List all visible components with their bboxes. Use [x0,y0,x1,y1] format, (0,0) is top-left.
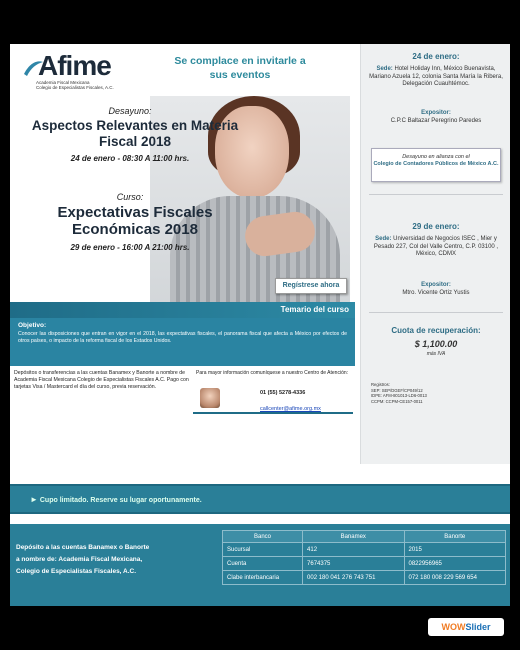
alliance-box: Desayuno en alianza con el Colegio de Contadores Públicos de México A.C. [371,148,501,182]
speaker2: Expositor: Mtro. Vicente Ortiz Yustis [402,282,470,296]
logo-wordmark: Afime [38,50,111,81]
breakfast-label: Desayuno: [108,106,152,116]
limited-seats-text: ► Cupo limitado. Reserve su lugar oportunamente. [30,495,202,504]
temario-label: Temario del curso [280,305,349,314]
event-flyer [10,44,510,606]
quota-value: $ 1,100.00 [414,339,458,349]
event-details-column [360,44,510,464]
temario-bar[interactable] [10,302,355,318]
breakfast-title: Aspectos Relevantes en Materia Fiscal 2018 [31,118,239,149]
quota-block [361,326,510,357]
speaker1: Expositor: C.P.C Baltazar Peregrino Paredes [390,110,482,124]
contact-email-link[interactable]: callcenter@afime.org.mx [260,406,321,412]
objective-heading: Objetivo: [18,322,47,329]
contact-phone: 01 (55) 5278-4336 [260,390,306,396]
quota-label: Cuota de recuperación: [391,326,481,335]
call-center-avatar [200,388,220,408]
quota-note: más IVA [426,351,446,357]
course-date: 29 de enero - 16:00 A 21:00 hrs. [70,243,190,252]
registros: Registros: SEP: SEP/DGEF/CP049/12 IDPE: AFM-801013-LD6-0013 CCPM: CCPM-CE157-0011 [371,382,427,404]
bank-note: Depósito a las cuentas Banamex o Banorte a nombre de: Academia Fiscal Mexicana, Colegio de Especialistas Fiscales, A.C. [16,544,150,575]
register-button[interactable]: Regístrese ahora [275,278,347,294]
objective-panel [10,318,355,366]
table-header-row: Banco Banamex Banorte [223,531,506,543]
bank-table [222,530,506,585]
logo-subtitle: Academia Fiscal Mexicana Colegio de Especialistas Fiscales, A.C. [36,80,114,90]
bank-info [10,524,510,606]
table-row: Clabe interbancaria 002 180 041 276 743 751 072 180 008 229 569 654 [223,571,506,585]
deposits-note: Depósitos o transferencias a las cuentas Banamex y Banorte a nombre de Academia Fiscal Mexicana Colegio de Especialistas Fiscales A.C. Pago con tarjetas Visa / Mastercard el día del curso, previa reservación. [14,370,189,390]
invite-text: Se complace en invitarle a sus eventos [174,55,306,81]
objective-text: Conocer las disposiciones que entran en vigor en el 2018, las expectativas fiscales, el panorama fiscal que afecta a México por efectos de otros países, o impacto de la reforma fiscal de los Estados Unidos. [18,331,347,344]
venue2: Sede: Universidad de Negocios ISEC , Mier y Pesado 227, Col del Valle Centro, C.P. 03100 , México, CDMX [373,236,499,257]
divider [369,194,503,195]
breakfast-date: 24 de enero - 08:30 A 11:00 hrs. [70,154,190,163]
table-row: Sucursal 412 2015 [223,543,506,557]
date2-heading: 29 de enero: [412,222,460,231]
course-label: Curso: [116,192,144,202]
table-row: Cuenta 7674375 0822956965 [223,557,506,571]
limited-seats-banner [10,484,510,514]
divider [193,412,353,414]
date1-heading: 24 de enero: [412,52,460,61]
course-title: Expectativas Fiscales Económicas 2018 [57,204,213,238]
contact-text: Para mayor información comuníquese a nuestro Centro de Atención: [196,370,349,376]
afime-logo [18,50,138,90]
wowslider-watermark: WOWSlider [428,618,504,636]
venue1: Sede: Hotel Holiday Inn, México Buenavista, Mariano Azuela 12, colonia Santa María la Ribera, Delegación Cuauhtémoc. [369,66,503,87]
divider [369,312,503,313]
